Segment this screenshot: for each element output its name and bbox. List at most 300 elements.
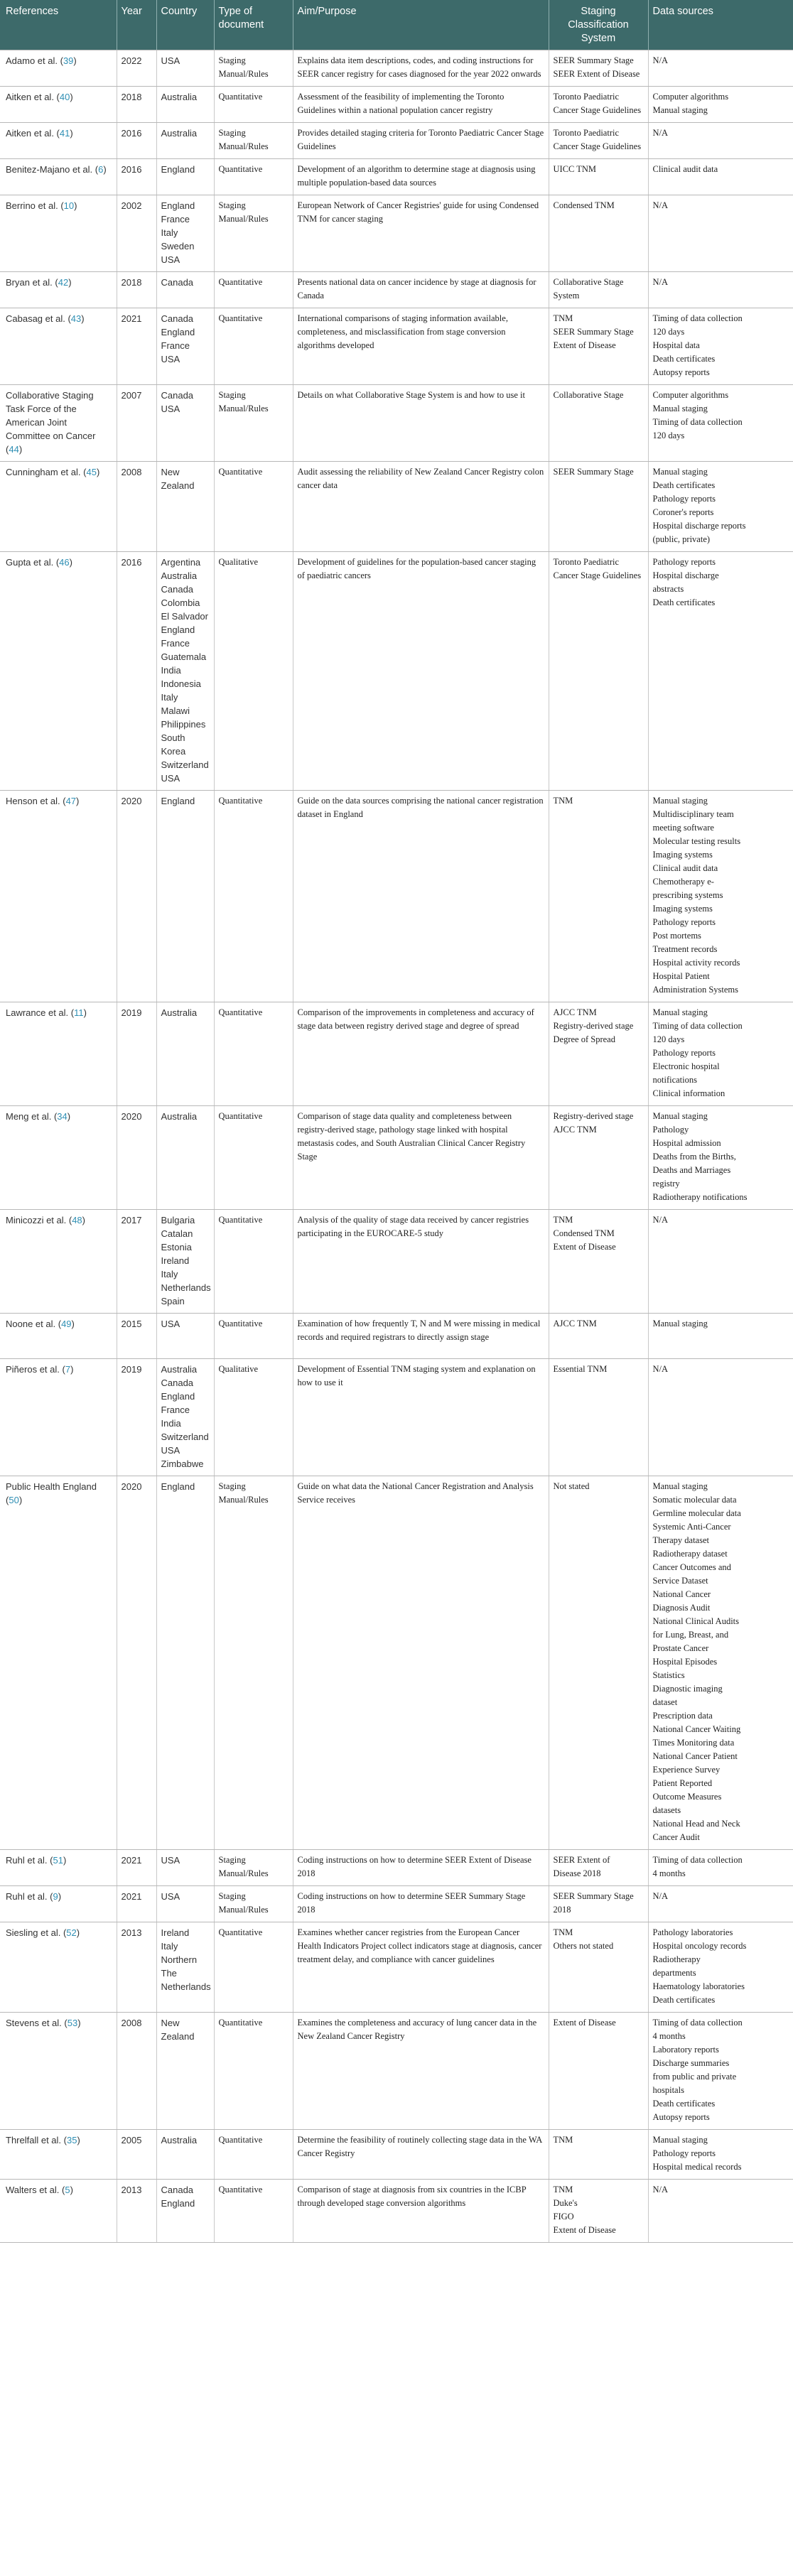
year-cell: [117, 50, 156, 87]
country-value: France: [161, 638, 190, 649]
sources-cell: [648, 1359, 793, 1476]
table-row: [0, 2130, 793, 2180]
staging-cell: [549, 1476, 648, 1850]
source-value: Hospital oncology records: [652, 1941, 747, 1951]
type-value: Staging Manual/Rules: [218, 390, 269, 413]
country-value: India: [161, 1418, 181, 1429]
reference-cell: Bryan et al. (42): [0, 272, 117, 308]
aim-value: Presents national data on cancer incidence by stage at diagnosis for Canada: [297, 277, 536, 301]
country-value: Sweden: [161, 241, 195, 251]
type-value: Quantitative: [218, 92, 263, 102]
source-value: Molecular testing results: [652, 836, 741, 846]
staging-value: Duke's: [553, 2198, 578, 2208]
column-header-country: Country: [156, 0, 214, 50]
staging-value: Registry-derived stage: [553, 1021, 634, 1031]
source-value: 120 days: [652, 1034, 685, 1044]
citation-link[interactable]: 42: [58, 277, 69, 288]
citation-link[interactable]: 6: [98, 164, 104, 175]
country-cell: [156, 1002, 214, 1106]
year-cell: [117, 791, 156, 1002]
year-value: 2018: [121, 92, 142, 102]
citation-link[interactable]: 44: [9, 444, 19, 455]
sources-cell: [648, 385, 793, 462]
source-value: National Head and Neck: [652, 1819, 740, 1829]
staging-cell: [549, 87, 648, 123]
country-value: England: [161, 1391, 195, 1402]
sources-cell: [648, 1002, 793, 1106]
source-value: Pathology reports: [652, 2148, 716, 2158]
type-value: Quantitative: [218, 796, 263, 806]
source-value: Post mortems: [652, 931, 701, 941]
aim-value: Explains data item descriptions, codes, and coding instructions for SEER cancer registry for cases diagnosed for the year 2022 onwards: [297, 55, 541, 79]
source-value: Imaging systems: [652, 850, 713, 860]
country-value: England: [161, 200, 195, 211]
country-value: Bulgaria: [161, 1215, 195, 1225]
staging-value: Not stated: [553, 1481, 590, 1491]
table-row: [0, 50, 793, 87]
staging-value: Others not stated: [553, 1941, 614, 1951]
country-cell: [156, 2180, 214, 2243]
reference-name: Noone et al.: [6, 1319, 56, 1329]
reference-cell: Piñeros et al. (7): [0, 1359, 117, 1476]
country-cell: [156, 791, 214, 1002]
sources-cell: [648, 1922, 793, 2013]
citation-link[interactable]: 40: [59, 92, 70, 102]
staging-value: TNM: [553, 796, 573, 806]
citation-link[interactable]: 7: [65, 1364, 71, 1375]
source-value: Death certificates: [652, 2099, 716, 2109]
citation-link[interactable]: 35: [67, 2135, 77, 2145]
reference-cell: Henson et al. (47): [0, 791, 117, 1002]
year-cell: [117, 2130, 156, 2180]
source-value: Timing of data collection: [652, 417, 743, 427]
source-value: Patient Reported: [652, 1778, 713, 1788]
country-value: France: [161, 340, 190, 351]
staging-value: Extent of Disease: [553, 1242, 616, 1252]
type-value: Staging Manual/Rules: [218, 1481, 269, 1505]
year-value: 2016: [121, 557, 142, 568]
table-row: [0, 1476, 793, 1850]
staging-cell: [549, 385, 648, 462]
reference-cell: Cabasag et al. (43): [0, 308, 117, 385]
sources-cell: [648, 2130, 793, 2180]
country-value: Ireland: [161, 1927, 190, 1938]
type-cell: [214, 1476, 293, 1850]
source-value: Discharge summaries: [652, 2058, 730, 2068]
country-value: The: [161, 1968, 177, 1979]
source-value: Cancer Outcomes and: [652, 1562, 731, 1572]
reference-name: Stevens et al.: [6, 2018, 62, 2028]
source-value: Autopsy reports: [652, 2112, 710, 2122]
source-value: Administration Systems: [652, 985, 738, 995]
type-value: Qualitative: [218, 557, 259, 567]
country-value: USA: [161, 1445, 180, 1456]
country-value: Netherlands: [161, 1282, 211, 1293]
staging-cell: [549, 462, 648, 552]
citation-link[interactable]: 39: [63, 55, 74, 66]
staging-value: SEER Extent of: [553, 1855, 610, 1865]
sources-cell: [648, 462, 793, 552]
source-value: Clinical audit data: [652, 164, 718, 174]
aim-value: European Network of Cancer Registries' guide for using Condensed TNM for cancer staging: [297, 200, 539, 224]
type-cell: [214, 159, 293, 195]
year-cell: [117, 1476, 156, 1850]
citation-link[interactable]: 52: [66, 1927, 77, 1938]
reference-name: Benitez-Majano et al.: [6, 164, 93, 175]
source-value: N/A: [652, 277, 669, 287]
source-value: Manual staging: [652, 1111, 708, 1121]
table-header-row: [0, 0, 793, 50]
year-value: 2018: [121, 277, 142, 288]
staging-cell: [549, 791, 648, 1002]
staging-value: SEER Summary Stage: [553, 55, 634, 65]
reference-name: Ruhl et al.: [6, 1891, 48, 1902]
source-value: N/A: [652, 1215, 669, 1225]
table-row: [0, 159, 793, 195]
country-cell: [156, 1106, 214, 1210]
reference-cell: Walters et al. (5): [0, 2180, 117, 2243]
year-value: 2021: [121, 1855, 142, 1866]
source-value: Imaging systems: [652, 904, 713, 914]
sources-cell: [648, 1886, 793, 1922]
country-value: USA: [161, 254, 180, 265]
reference-name: Walters et al.: [6, 2185, 60, 2195]
country-value: Canada: [161, 1378, 194, 1388]
source-value: Death certificates: [652, 480, 716, 490]
source-value: Hospital Patient: [652, 971, 710, 981]
year-cell: [117, 123, 156, 159]
staging-value: Collaborative Stage: [553, 390, 624, 400]
country-cell: [156, 1850, 214, 1886]
reference-name: Berrino et al.: [6, 200, 58, 211]
source-value: Pathology: [652, 1125, 689, 1135]
aim-cell: [293, 1106, 549, 1210]
sources-cell: [648, 308, 793, 385]
staging-cell: [549, 159, 648, 195]
source-value: Electronic hospital: [652, 1061, 720, 1071]
source-value: National Clinical Audits: [652, 1616, 740, 1626]
reference-name: Aitken et al.: [6, 92, 54, 102]
country-value: France: [161, 1405, 190, 1415]
reference-cell: Cunningham et al. (45): [0, 462, 117, 552]
reference-name: Threlfall et al.: [6, 2135, 62, 2145]
type-value: Quantitative: [218, 1215, 263, 1225]
staging-value: AJCC TNM: [553, 1319, 597, 1328]
source-value: Radiotherapy: [652, 1954, 701, 1964]
staging-value: Condensed TNM: [553, 1228, 615, 1238]
reference-name: Adamo et al.: [6, 55, 58, 66]
reference-name: Meng et al.: [6, 1111, 52, 1122]
source-value: Hospital medical records: [652, 2162, 742, 2172]
aim-cell: [293, 1922, 549, 2013]
source-value: Prostate Cancer: [652, 1643, 709, 1653]
type-cell: [214, 123, 293, 159]
source-value: Pathology laboratories: [652, 1927, 733, 1937]
sources-cell: [648, 2013, 793, 2130]
source-value: Timing of data collection: [652, 313, 743, 323]
staging-value: Toronto Paediatric Cancer Stage Guidelines: [553, 92, 642, 115]
country-cell: [156, 1210, 214, 1314]
sources-cell: [648, 2180, 793, 2243]
reference-name: Ruhl et al.: [6, 1855, 48, 1866]
staging-cell: [549, 1210, 648, 1314]
year-cell: [117, 2180, 156, 2243]
reference-cell: Adamo et al. (39): [0, 50, 117, 87]
source-value: prescribing systems: [652, 890, 723, 900]
column-header-aim: Aim/Purpose: [293, 0, 549, 50]
source-value: National Cancer Patient: [652, 1751, 738, 1761]
staging-value: TNM: [553, 2185, 573, 2195]
citation-link[interactable]: 46: [59, 557, 70, 568]
sources-cell: [648, 1314, 793, 1359]
country-cell: [156, 1922, 214, 2013]
type-cell: [214, 1002, 293, 1106]
country-value: Argentina: [161, 557, 201, 568]
citation-link[interactable]: 47: [65, 796, 77, 806]
table-row: [0, 87, 793, 123]
country-value: Northern: [161, 1954, 198, 1965]
source-value: Hospital Episodes: [652, 1657, 718, 1667]
source-value: Death certificates: [652, 597, 716, 607]
reference-cell: Stevens et al. (53): [0, 2013, 117, 2130]
type-cell: [214, 385, 293, 462]
citation-link[interactable]: 45: [86, 467, 97, 477]
column-header-staging: Staging Classification System: [549, 0, 648, 50]
type-cell: [214, 195, 293, 272]
staging-cell: [549, 123, 648, 159]
year-cell: [117, 1314, 156, 1359]
source-value: 120 days: [652, 431, 685, 440]
source-value: Hospital discharge: [652, 570, 719, 580]
reference-cell: Threlfall et al. (35): [0, 2130, 117, 2180]
staging-cell: [549, 308, 648, 385]
country-value: Philippines: [161, 719, 206, 730]
citation-link[interactable]: 49: [61, 1319, 72, 1329]
source-value: Pathology reports: [652, 494, 716, 504]
reference-name: Aitken et al.: [6, 128, 54, 139]
country-value: USA: [161, 354, 180, 364]
year-cell: [117, 1002, 156, 1106]
country-value: England: [161, 624, 195, 635]
country-value: USA: [161, 1891, 180, 1902]
staging-value: Essential TNM: [553, 1364, 608, 1374]
source-value: Pathology reports: [652, 917, 716, 927]
country-value: Guatemala: [161, 651, 207, 662]
source-value: Multidisciplinary team: [652, 809, 734, 819]
source-value: registry: [652, 1179, 680, 1189]
country-cell: [156, 195, 214, 272]
source-value: 120 days: [652, 327, 685, 337]
aim-cell: [293, 1314, 549, 1359]
sources-cell: [648, 87, 793, 123]
country-cell: [156, 1886, 214, 1922]
source-value: dataset: [652, 1697, 678, 1707]
type-value: Quantitative: [218, 1927, 263, 1937]
country-value: India: [161, 665, 181, 676]
type-value: Staging Manual/Rules: [218, 1891, 269, 1915]
staging-cell: [549, 1106, 648, 1210]
citation-link[interactable]: 10: [63, 200, 75, 211]
source-value: Times Monitoring data: [652, 1738, 735, 1748]
citation-link[interactable]: 48: [72, 1215, 82, 1225]
year-cell: [117, 462, 156, 552]
aim-cell: [293, 308, 549, 385]
source-value: Diagnostic imaging: [652, 1684, 723, 1694]
aim-value: Development of Essential TNM staging system and explanation on how to use it: [297, 1364, 536, 1387]
staging-value: Collaborative Stage System: [553, 277, 624, 301]
sources-cell: [648, 272, 793, 308]
country-value: Australia: [161, 92, 198, 102]
country-value: USA: [161, 1319, 180, 1329]
type-cell: [214, 50, 293, 87]
year-value: 2016: [121, 128, 142, 139]
year-value: 2017: [121, 1215, 142, 1225]
type-value: Quantitative: [218, 277, 263, 287]
source-value: Computer algorithms: [652, 92, 729, 102]
country-value: Canada: [161, 584, 194, 595]
citation-link[interactable]: 11: [74, 1007, 84, 1018]
reference-cell: Aitken et al. (40): [0, 87, 117, 123]
staging-cell: [549, 50, 648, 87]
table-row: [0, 552, 793, 791]
country-cell: [156, 1476, 214, 1850]
year-cell: [117, 272, 156, 308]
table-body: [0, 50, 793, 2243]
reference-cell: Noone et al. (49): [0, 1314, 117, 1359]
aim-cell: [293, 791, 549, 1002]
source-value: Timing of data collection: [652, 2018, 743, 2028]
source-value: Outcome Measures: [652, 1792, 722, 1802]
staging-value: Toronto Paediatric Cancer Stage Guidelines: [553, 128, 642, 151]
staging-value: SEER Summary Stage: [553, 1891, 634, 1901]
staging-value: FIGO: [553, 2212, 574, 2221]
type-value: Quantitative: [218, 313, 263, 323]
staging-value: SEER Summary Stage: [553, 327, 634, 337]
reference-cell: Meng et al. (34): [0, 1106, 117, 1210]
aim-cell: [293, 2130, 549, 2180]
column-header-sources: Data sources: [648, 0, 793, 50]
source-value: departments: [652, 1968, 696, 1978]
staging-cell: [549, 1850, 648, 1886]
country-value: Malawi: [161, 705, 190, 716]
reference-name: Bryan et al.: [6, 277, 53, 288]
citation-link[interactable]: 51: [53, 1855, 63, 1866]
source-value: Manual staging: [652, 1481, 708, 1491]
reference-name: Minicozzi et al.: [6, 1215, 67, 1225]
citation-link[interactable]: 43: [70, 313, 82, 324]
table-row: [0, 1106, 793, 1210]
source-value: Prescription data: [652, 1711, 713, 1721]
source-value: Clinical audit data: [652, 863, 718, 873]
citation-link[interactable]: 34: [57, 1111, 68, 1122]
country-value: Australia: [161, 1111, 198, 1122]
type-cell: [214, 308, 293, 385]
country-value: England: [161, 2198, 195, 2209]
sources-cell: [648, 123, 793, 159]
source-value: Manual staging: [652, 1007, 708, 1017]
type-cell: [214, 1359, 293, 1476]
country-value: Australia: [161, 2135, 198, 2145]
type-value: Staging Manual/Rules: [218, 128, 269, 151]
staging-cell: [549, 1922, 648, 2013]
country-cell: [156, 462, 214, 552]
citation-link[interactable]: 9: [53, 1891, 58, 1902]
source-value: Therapy dataset: [652, 1535, 709, 1545]
year-cell: [117, 195, 156, 272]
source-value: Somatic molecular data: [652, 1495, 737, 1505]
country-value: Ireland: [161, 1255, 190, 1266]
country-cell: [156, 2013, 214, 2130]
citation-link[interactable]: 53: [67, 2018, 78, 2028]
country-value: Australia: [161, 570, 198, 581]
citation-link[interactable]: 41: [59, 128, 70, 139]
staging-cell: [549, 2180, 648, 2243]
column-header-references: References: [0, 0, 117, 50]
aim-value: Provides detailed staging criteria for Toronto Paediatric Cancer Stage Guidelines: [297, 128, 544, 151]
year-value: 2020: [121, 796, 142, 806]
source-value: Diagnosis Audit: [652, 1603, 711, 1613]
type-value: Quantitative: [218, 164, 263, 174]
country-value: Catalan: [161, 1228, 193, 1239]
source-value: Hospital discharge reports: [652, 521, 746, 531]
reference-name: Cabasag et al.: [6, 313, 65, 324]
type-cell: [214, 1314, 293, 1359]
country-value: Estonia: [161, 1242, 192, 1252]
aim-value: Examines whether cancer registries from the European Cancer Health Indicators Project collect indicators stage at diagnosis, cancer treatment delay, and compliance with cancer guidelines: [297, 1927, 542, 1964]
reference-cell: Benitez-Majano et al. (6): [0, 159, 117, 195]
reference-name: Gupta et al.: [6, 557, 54, 568]
year-value: 2022: [121, 55, 142, 66]
source-value: Systemic Anti-Cancer: [652, 1522, 731, 1532]
staging-cell: [549, 552, 648, 791]
country-value: USA: [161, 773, 180, 784]
reference-name: Henson et al.: [6, 796, 60, 806]
citation-link[interactable]: 5: [65, 2185, 70, 2195]
country-cell: [156, 87, 214, 123]
year-cell: [117, 1886, 156, 1922]
year-value: 2016: [121, 164, 142, 175]
type-cell: [214, 791, 293, 1002]
reference-cell: Minicozzi et al. (48): [0, 1210, 117, 1314]
staging-cell: [549, 2130, 648, 2180]
source-value: Hospital activity records: [652, 958, 740, 968]
table-row: [0, 1850, 793, 1886]
country-value: New: [161, 2018, 180, 2028]
reference-cell: Ruhl et al. (51): [0, 1850, 117, 1886]
column-header-year: Year: [117, 0, 156, 50]
sources-cell: [648, 1210, 793, 1314]
reference-cell: Siesling et al. (52): [0, 1922, 117, 2013]
source-value: Pathology reports: [652, 557, 716, 567]
source-value: Experience Survey: [652, 1765, 721, 1775]
source-value: Radiotherapy notifications: [652, 1192, 748, 1202]
table-row: [0, 2180, 793, 2243]
aim-cell: [293, 159, 549, 195]
source-value: 4 months: [652, 2031, 686, 2041]
country-cell: [156, 159, 214, 195]
country-cell: [156, 272, 214, 308]
type-cell: [214, 87, 293, 123]
staging-cell: [549, 1886, 648, 1922]
year-value: 2008: [121, 2018, 142, 2028]
aim-value: Guide on the data sources comprising the national cancer registration dataset in England: [297, 796, 544, 819]
reference-cell: Collaborative Staging Task Force of the American Joint Committee on Cancer (44): [0, 385, 117, 462]
country-value: Italy: [161, 692, 178, 703]
table-row: [0, 1359, 793, 1476]
source-value: Hospital admission: [652, 1138, 721, 1148]
citation-link[interactable]: 50: [9, 1495, 19, 1505]
source-value: meeting software: [652, 823, 714, 833]
